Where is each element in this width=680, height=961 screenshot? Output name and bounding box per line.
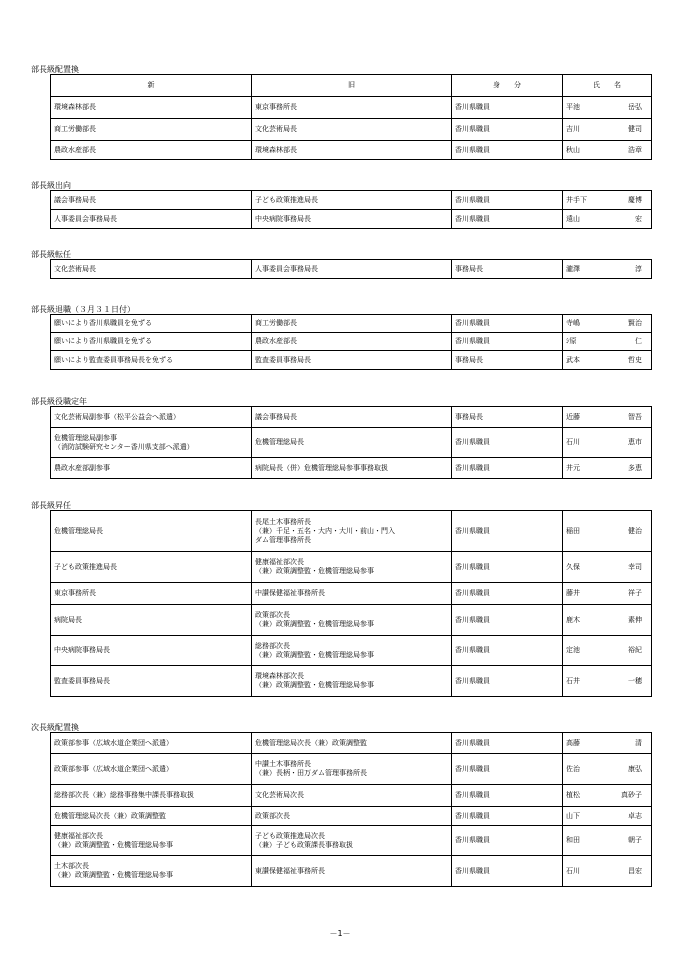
cell-name [563,210,652,229]
name-surname: 吉川 [566,125,580,133]
table-row [51,458,652,479]
section [31,397,652,479]
cell-status: 事務局長 [452,351,563,370]
name-surname: 武本 [566,355,580,364]
cell-name [563,141,652,160]
section-title: 部長級配置換 [31,65,79,74]
cell-status: 香川県職員 [452,428,563,458]
name-given: 慶博 [628,195,642,204]
name-surname: 和田 [566,836,580,844]
name-given: 祥子 [628,589,642,597]
cell-new: 文化芸術局副参事（松平公益会へ派遣） [51,407,252,428]
cell-name [563,605,652,636]
cell-name [563,97,652,119]
section [31,250,652,279]
cell-status: 事務局長 [452,260,563,279]
header-status: 身 分 [452,75,563,97]
name-given: 清 [635,738,642,747]
name-surname: 平池 [566,103,580,111]
cell-name [563,583,652,605]
table-row [51,807,652,826]
cell-old: 危機管理総局次長（兼）政策調整監 [252,733,452,754]
cell-old: 監査委員事務局長 [252,351,452,370]
table-row [51,407,652,428]
table-row [51,826,652,856]
cell-new: 農政水産部副参事 [51,458,252,479]
table-row [51,119,652,141]
cell-name [563,754,652,785]
table-row [51,333,652,351]
cell-status: 香川県職員 [452,141,563,160]
cell-status: 香川県職員 [452,333,563,351]
table-row [51,97,652,119]
name-given: 卓志 [628,811,642,820]
name-surname: 石井 [566,676,580,685]
cell-old: 健康福祉部次長 （兼）政策調整監・危機管理総局参事 [252,552,452,583]
table-row [51,583,652,605]
cell-name [563,260,652,279]
cell-new: 政策部参事（広域水道企業団へ派遣） [51,754,252,785]
cell-name [563,826,652,856]
cell-old: 子ども政策推進局長 [252,191,452,210]
cell-name [563,636,652,666]
cell-status: 香川県職員 [452,511,563,552]
cell-new: 東京事務所長 [51,583,252,605]
name-given: 素伸 [628,615,642,624]
header-name: 氏 名 [563,75,652,97]
name-given: 多恵 [628,463,642,472]
name-surname: 山下 [566,811,580,820]
cell-status: 香川県職員 [452,754,563,785]
name-given: 真砂子 [621,791,642,799]
personnel-table [50,510,652,697]
cell-old: 人事委員会事務局長 [252,260,452,279]
name-given: 昌宏 [628,866,642,875]
cell-status: 香川県職員 [452,666,563,697]
name-surname: 久保 [566,562,580,571]
cell-name [563,807,652,826]
cell-status: 香川県職員 [452,605,563,636]
name-given: 浩章 [628,145,642,154]
name-given: 幸司 [628,562,642,571]
name-given: 賢治 [628,319,642,327]
cell-new: 人事委員会事務局長 [51,210,252,229]
cell-new: 危機管理総局副参事 （消防試験研究センター香川県支部へ派遣） [51,428,252,458]
cell-old: 東京事務所長 [252,97,452,119]
cell-status: 香川県職員 [452,733,563,754]
personnel-table [50,314,652,370]
cell-status: 事務局長 [452,407,563,428]
cell-new: 監査委員事務局長 [51,666,252,697]
cell-old: 中讃土木事務所長 （兼）長柄・田万ダム管理事務所長 [252,754,452,785]
cell-new: 環境森林部長 [51,97,252,119]
cell-new: 政策部参事（広域水道企業団へ派遣） [51,733,252,754]
name-given: 一穂 [628,676,642,685]
cell-new: 健康福祉部次長 （兼）政策調整監・危機管理総局参事 [51,826,252,856]
cell-new: 議会事務局長 [51,191,252,210]
cell-name [563,407,652,428]
cell-name [563,315,652,333]
cell-name [563,785,652,807]
cell-old: 危機管理総局長 [252,428,452,458]
cell-name [563,733,652,754]
personnel-table [50,190,652,229]
table-header-row [51,75,652,97]
cell-name [563,351,652,370]
cell-status: 香川県職員 [452,315,563,333]
name-given: 宏 [635,214,642,223]
cell-old: 環境森林部長 [252,141,452,160]
header-old: 旧 [252,75,452,97]
cell-name [563,856,652,887]
cell-old: 政策部次長 [252,807,452,826]
cell-old: 総務部次長 （兼）政策調整監・危機管理総局参事 [252,636,452,666]
cell-old: 中央病院事務局長 [252,210,452,229]
name-given: 康弘 [628,764,642,773]
cell-new: 危機管理総局長 [51,511,252,552]
cell-new: 総務部次長（兼）総務事務集中課長事務取扱 [51,785,252,807]
name-given: 哲史 [628,355,642,364]
cell-new: 子ども政策推進局長 [51,552,252,583]
personnel-table [50,732,652,887]
cell-old: 農政水産部長 [252,333,452,351]
section-title: 部長級出向 [31,181,71,190]
cell-new: 願いにより香川県職員を免ずる [51,315,252,333]
section-title: 部長級役職定年 [31,397,87,406]
name-surname: ｼ原 [566,337,577,345]
cell-status: 香川県職員 [452,636,563,666]
section-title: 部長級昇任 [31,501,71,510]
cell-status: 香川県職員 [452,583,563,605]
name-surname: 寺嶋 [566,319,580,327]
name-given: 裕紀 [628,646,642,654]
name-given: 仁 [635,337,642,345]
cell-status: 香川県職員 [452,826,563,856]
name-surname: 植松 [566,791,580,799]
section [31,65,652,160]
cell-new: 願いにより監査委員事務局長を免ずる [51,351,252,370]
cell-status: 香川県職員 [452,856,563,887]
cell-status: 香川県職員 [452,552,563,583]
cell-new: 願いにより香川県職員を免ずる [51,333,252,351]
table-row [51,210,652,229]
name-surname: 石川 [566,866,580,875]
cell-status: 香川県職員 [452,458,563,479]
section [31,501,652,697]
name-surname: 瀧澤 [566,264,580,273]
name-given: 恵市 [628,438,642,446]
header-new: 新 [51,75,252,97]
cell-new: 病院局長 [51,605,252,636]
table-row [51,260,652,279]
table-row [51,733,652,754]
cell-name [563,552,652,583]
name-surname: 遠山 [566,214,580,223]
cell-old: 長尾土木事務所長 （兼）千足・五名・大内・大川・前山・門入 ダム管理事務所長 [252,511,452,552]
name-given: 淳 [635,264,642,273]
cell-old: 環境森林部次長 （兼）政策調整監・危機管理総局参事 [252,666,452,697]
section [31,181,652,229]
cell-new: 危機管理総局次長（兼）政策調整監 [51,807,252,826]
personnel-table [50,406,652,479]
cell-old: 文化芸術局長 [252,119,452,141]
cell-name [563,428,652,458]
name-surname: 近藤 [566,412,580,421]
name-surname: 秋山 [566,145,580,154]
page-number: －1－ [329,929,351,938]
personnel-table [50,74,652,160]
name-given: 智吾 [628,412,642,421]
cell-status: 香川県職員 [452,210,563,229]
table-row [51,191,652,210]
cell-new: 土木部次長 （兼）政策調整監・危機管理総局参事 [51,856,252,887]
section-title: 部長級転任 [31,250,71,259]
table-row [51,511,652,552]
cell-status: 香川県職員 [452,97,563,119]
name-given: 朝子 [628,836,642,844]
cell-new: 農政水産部長 [51,141,252,160]
table-row [51,856,652,887]
table-row [51,428,652,458]
name-surname: 井手下 [566,195,587,204]
cell-name [563,511,652,552]
cell-old: 病院局長（併）危機管理総局参事事務取扱 [252,458,452,479]
cell-old: 中讃保健福祉事務所長 [252,583,452,605]
cell-status: 香川県職員 [452,119,563,141]
cell-old: 政策部次長 （兼）政策調整監・危機管理総局参事 [252,605,452,636]
cell-new: 中央病院事務局長 [51,636,252,666]
name-surname: 佐治 [566,764,580,773]
table-row [51,605,652,636]
cell-old: 東讃保健福祉事務所長 [252,856,452,887]
table-row [51,785,652,807]
cell-name [563,119,652,141]
cell-name [563,666,652,697]
cell-old: 子ども政策推進局次長 （兼）子ども政策課長事務取扱 [252,826,452,856]
cell-status: 香川県職員 [452,785,563,807]
name-given: 健治 [628,526,642,535]
cell-old: 文化芸術局次長 [252,785,452,807]
name-surname: 藤井 [566,589,580,597]
name-surname: 稲田 [566,526,580,535]
name-surname: 井元 [566,463,580,472]
section [31,305,652,370]
cell-new: 商工労働部長 [51,119,252,141]
cell-name [563,191,652,210]
table-row [51,315,652,333]
name-surname: 鹿木 [566,615,580,624]
name-given: 岳弘 [628,103,642,111]
cell-name [563,458,652,479]
name-surname: 石川 [566,438,580,446]
table-row [51,666,652,697]
cell-name [563,333,652,351]
table-row [51,351,652,370]
section-title: 次長級配置換 [31,723,79,732]
cell-status: 香川県職員 [452,191,563,210]
cell-old: 商工労働部長 [252,315,452,333]
table-row [51,754,652,785]
cell-new: 文化芸術局長 [51,260,252,279]
section [31,723,652,887]
personnel-table [50,259,652,279]
cell-old: 議会事務局長 [252,407,452,428]
table-row [51,552,652,583]
table-row [51,636,652,666]
section-title: 部長級退職（３月３１日付） [31,305,135,314]
cell-status: 香川県職員 [452,807,563,826]
name-surname: 定池 [566,646,580,654]
table-row [51,141,652,160]
name-surname: 高藤 [566,738,580,747]
name-given: 健司 [628,125,642,133]
